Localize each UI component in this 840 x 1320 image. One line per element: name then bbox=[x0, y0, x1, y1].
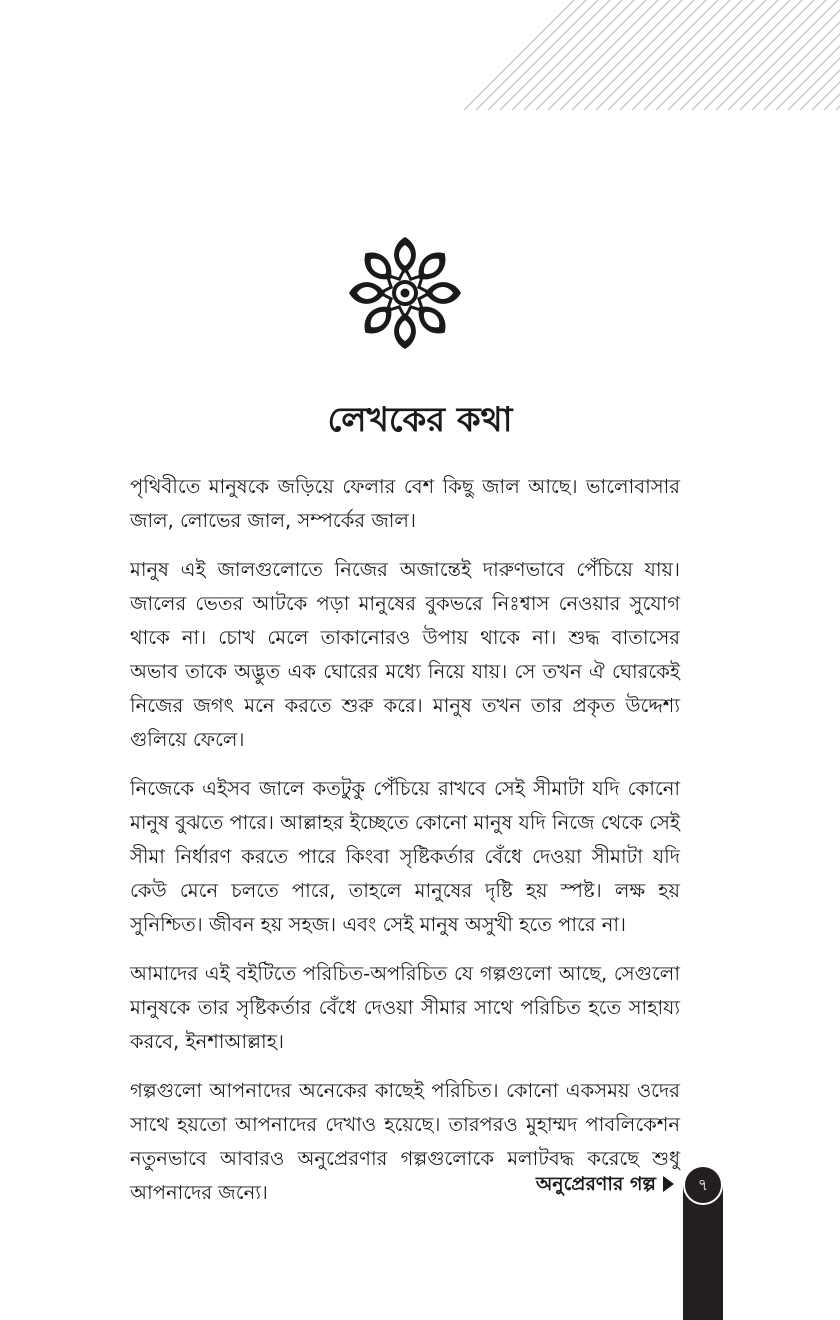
body-text bbox=[130, 470, 680, 1225]
paragraph: গল্পগুলো আপনাদের অনেকের কাছেই পরিচিত। কোনো একসময় ওদের সাথে হয়তো আপনাদের দেখাও হয়েছে। তারপরও মুহাম্মদ পাবলিকেশন নতুনভাবে আবারও অনুপ্রেরণার গল্পগুলোকে মলাটবদ্ধ করেছে শুধু আপনাদের জন্যে। bbox=[130, 1079, 680, 1204]
decorative-hatch-pattern bbox=[440, 0, 840, 110]
running-footer-book-title: অনুপ্রেরণার গল্প bbox=[535, 1173, 656, 1195]
paragraph: নিজেকে এইসব জালে কতটুকু পেঁচিয়ে রাখবে সেই সীমাটা যদি কোনো মানুষ বুঝতে পারে। আল্লাহর ইচ্ছেতে কোনো মানুষ যদি নিজে থেকে সেই সীমা নির্ধারণ করতে পারে কিংবা সৃষ্টিকর্তার বেঁধে দেওয়া সীমাটা যদি কেউ মেনে চলতে পারে, তাহলে মানুষের দৃষ্টি হয় স্পষ্ট। লক্ষ হয় সুনিশ্চিত। জীবন হয় সহজ। এবং সেই মানুষ অসুখী হতে পারে না। bbox=[130, 777, 680, 936]
paragraph: আমাদের এই বইটিতে পরিচিত-অপরিচিত যে গল্পগুলো আছে, সেগুলো মানুষকে তার সৃষ্টিকর্তার বেঁধে দেওয়া সীমার সাথে পরিচিত হতে সাহায্য করবে, ইনশাআল্লাহ। bbox=[130, 962, 680, 1053]
page-title: লেখকের কথা bbox=[327, 400, 513, 440]
paragraph: মানুষ এই জালগুলোতে নিজের অজান্তেই দারুণভাবে পেঁচিয়ে যায়। জালের ভেতর আটকে পড়া মানুষের বুকভরে নিঃশ্বাস নেওয়ার সুযোগ থাকে না। চোখ মেলে তাকানোরও উপায় থাকে না। শুদ্ধ বাতাসের অভাব তাকে অদ্ভুত এক ঘোরের মধ্যে নিয়ে যায়। সে তখন ঐ ঘোরকেই নিজের জগৎ মনে করতে শুরু করে। মানুষ তখন তার প্রকৃত উদ্দেশ্য গুলিয়ে ফেলে। bbox=[130, 558, 680, 751]
floral-ornament-icon bbox=[345, 233, 465, 353]
page-number: ৭ bbox=[683, 1165, 723, 1205]
triangle-right-icon bbox=[663, 1176, 674, 1192]
paragraph: পৃথিবীতে মানুষকে জড়িয়ে ফেলার বেশ কিছু জাল আছে। ভালোবাসার জাল, লোভের জাল, সম্পর্কের জাল। bbox=[130, 475, 680, 532]
page-tab-bar bbox=[683, 1185, 723, 1320]
